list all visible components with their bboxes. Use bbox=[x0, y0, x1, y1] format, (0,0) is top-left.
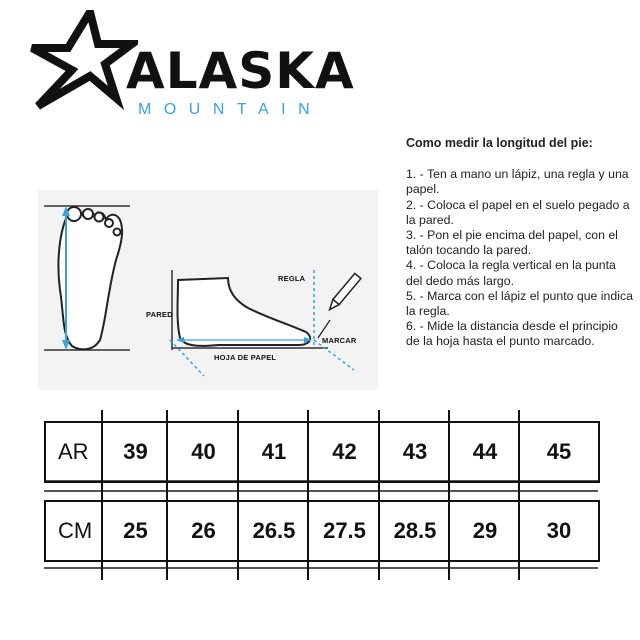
foot-measurement-illustration bbox=[38, 190, 378, 390]
instruction-step: 6. - Mide la distancia desde el principio de la hoja hasta el punto marcado. bbox=[406, 319, 618, 349]
regla-label: REGLA bbox=[278, 274, 306, 283]
size-cell: 42 bbox=[332, 439, 357, 464]
instruction-step: 5. - Marca con el lápiz el punto que indica la regla. bbox=[406, 288, 633, 319]
size-cell: 26 bbox=[191, 518, 216, 543]
brand-subtitle: MOUNTAIN bbox=[138, 101, 323, 118]
instruction-step: 1. - Ten a mano un lápiz, una regla y una papel. bbox=[406, 167, 629, 197]
table-header-ar: AR bbox=[58, 439, 89, 464]
pared-label: PARED bbox=[146, 310, 173, 319]
size-cell: 28.5 bbox=[393, 518, 437, 543]
brand-logo bbox=[28, 10, 380, 120]
marcar-label: MARCAR bbox=[322, 336, 357, 345]
instructions-title: Como medir la longitud del pie: bbox=[406, 136, 593, 150]
size-cell: 25 bbox=[123, 518, 148, 543]
foot-diagram-icon bbox=[38, 190, 378, 390]
guide-line bbox=[44, 567, 598, 569]
instruction-step: 2. - Coloca el papel en el suelo pegado a la pared. bbox=[406, 197, 630, 227]
size-cell: 26.5 bbox=[252, 518, 296, 543]
instruction-step: 3. - Pon el pie encima del papel, con el talón tocando la pared. bbox=[406, 228, 618, 258]
hoja-label: HOJA DE PAPEL bbox=[214, 353, 277, 362]
size-cell: 27.5 bbox=[323, 518, 366, 543]
guide-line bbox=[44, 490, 598, 492]
instruction-step: 4. - Coloca la regla vertical en la punta del dedo más largo. bbox=[406, 258, 616, 288]
table-header-cm: CM bbox=[58, 518, 93, 543]
size-cell: 40 bbox=[191, 439, 216, 464]
size-cell: 44 bbox=[472, 439, 498, 464]
size-cell: 39 bbox=[123, 439, 148, 464]
size-cell: 41 bbox=[261, 439, 287, 464]
size-cell: 29 bbox=[472, 518, 498, 543]
size-table-ar bbox=[44, 421, 600, 483]
size-cell: 43 bbox=[402, 439, 428, 464]
brand-name: ALASKA bbox=[126, 42, 355, 100]
size-table-cm bbox=[44, 500, 600, 562]
star-icon bbox=[28, 10, 138, 120]
measure-instructions bbox=[406, 136, 634, 350]
size-cell: 30 bbox=[546, 518, 572, 543]
size-cell: 45 bbox=[546, 439, 572, 464]
